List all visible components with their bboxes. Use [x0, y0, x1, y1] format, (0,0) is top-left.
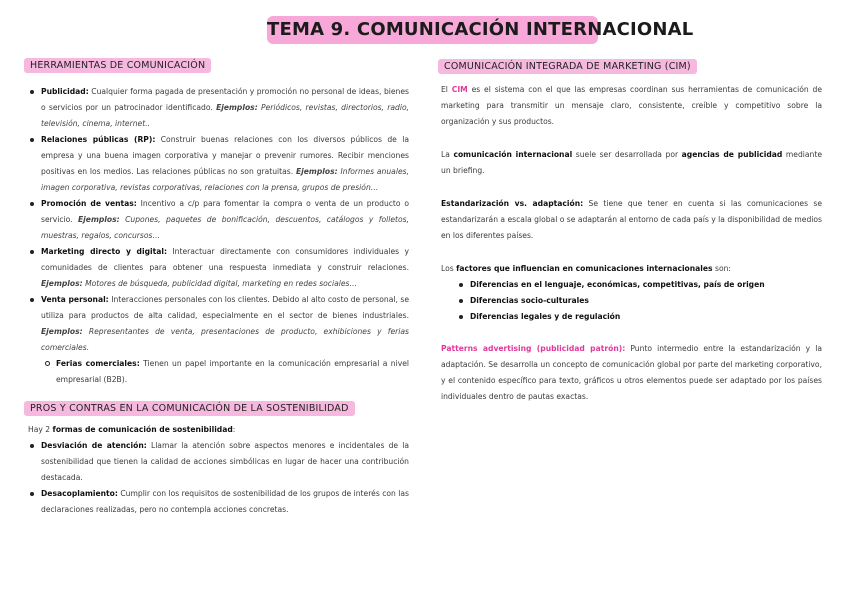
list-item: Desacoplamiento: Cumplir con los requisitos de sostenibilidad de los grupos de interés con las declaraciones realizadas, pero no contempla acciones concretas. [41, 486, 409, 518]
list-item: Venta personal: Interacciones personales con los clientes. Debido al alto costo de personal, se utiliza para productos de alta calidad, especialmente en el sector de bienes industriales. Ejemplos: Representantes de venta, presentaciones de producto, exhibiciones y ferias comerciales. [41, 292, 409, 356]
section-heading-herramientas: HERRAMIENTAS DE COMUNICACIÓN [24, 58, 211, 73]
list-item: Marketing directo y digital: Interactuar directamente con consumidores individuales y comunidades de clientes para obtener una respuesta inmediata y construir relaciones. Ejemplos: Motores de búsqueda, publicidad digital, marketing en redes sociales… [41, 244, 409, 292]
sostenibilidad-intro: Hay 2 formas de comunicación de sostenibilidad: [28, 425, 236, 434]
comunicacion-paragraph: La comunicación internacional suele ser desarrollada por agencias de publicidad mediante un briefing. [441, 150, 823, 175]
patterns-paragraph: Patterns advertising (publicidad patrón): Punto intermedio entre la estandarización y la adaptación. Se desarrolla un concepto de comunicación global por parte del marketing corporativo, y el contenido específico para texto, gráficos u otros elementos puede ser adaptado por los países individuales dentro de pautas exactas. [441, 344, 822, 401]
herramientas-list [41, 84, 409, 388]
list-item: Promoción de ventas: Incentivo a c/p para fomentar la compra o venta de un producto o servicio. Ejemplos: Cupones, paquetes de bonificación, descuentos, catálogos y folletos, muestras, regalos, concursos… [41, 196, 409, 244]
section-heading-cim: COMUNICACIÓN INTEGRADA DE MARKETING (CIM) [438, 59, 697, 74]
list-item: Relaciones públicas (RP): Construir buenas relaciones con los diversos públicos de la empresa y una buena imagen corporativa y manejar o prevenir rumores. Recibir menciones positivas en los medios. Las relaciones públicas no son gratuitas. Ejemplos: Informes anuales, imagen corporativa, revistas corporativas, relaciones con la prensa, grupos de presión… [41, 132, 409, 196]
factor-item: Diferencias socio-culturales [470, 293, 822, 309]
estandarizacion-paragraph: Estandarización vs. adaptación: Se tiene que tener en cuenta si las comunicaciones se estandarizarán a escala global o se adaptarán al entorno de cada país y la disponibilidad de medios en los diferentes países. [441, 199, 823, 240]
list-item: Publicidad: Cualquier forma pagada de presentación y promoción no personal de ideas, bienes o servicios por un patrocinador identificado. Ejemplos: Periódicos, revistas, directorios, radio, televisión, cinema, internet.. [41, 84, 409, 132]
sub-list-item: Ferias comerciales: Tienen un papel importante en la comunicación empresarial a nivel empresarial (B2B). [56, 356, 409, 388]
cim-paragraph: El CIM es el sistema con el que las empresas coordinan sus herramientas de comunicación de marketing para transmitir un mensaje claro, consistente, creíble y competitivo sobre la organización y sus productos. [441, 85, 822, 126]
factor-item: Diferencias legales y de regulación [470, 309, 822, 325]
page-title: TEMA 9. COMUNICACIÓN INTERNACIONAL [267, 16, 598, 44]
list-item: Desviación de atención: Llamar la atención sobre aspectos menores e incidentales de la sostenibilidad que tienen la calidad de acciones simbólicas en lugar de hacer una contribución destacada. [41, 438, 409, 486]
factores-intro: Los factores que influencian en comunicaciones internacionales son: [441, 264, 731, 273]
sostenibilidad-block [28, 422, 409, 518]
factor-item: Diferencias en el lenguaje, económicas, competitivas, país de origen [470, 277, 822, 293]
cim-block [441, 82, 822, 405]
section-heading-sostenibilidad: PROS Y CONTRAS EN LA COMUNICACIÓN DE LA SOSTENIBILIDAD [24, 401, 355, 416]
